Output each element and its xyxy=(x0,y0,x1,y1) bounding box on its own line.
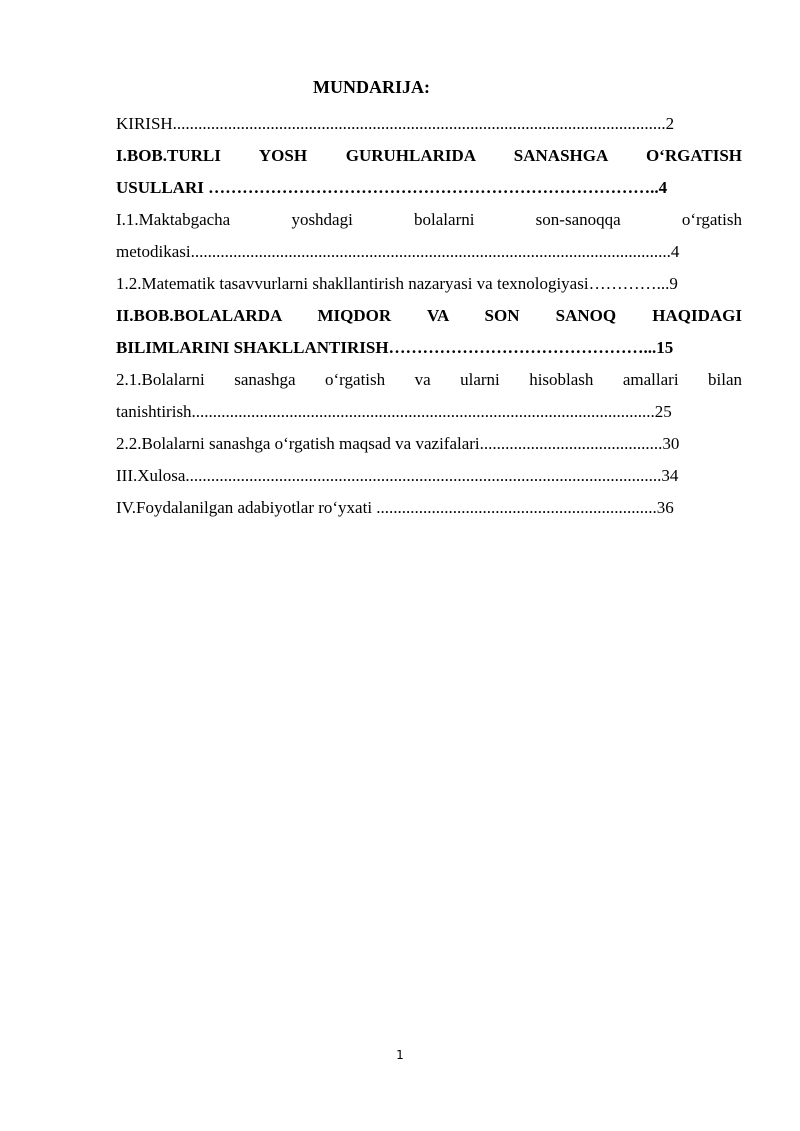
toc-entry-2-1-line1: 2.1.Bolalarni sanashga o‘rgatish va ularni hisoblash amallari bilan xyxy=(116,370,742,389)
toc-entry-xulosa: III.Xulosa................................................................................................................34 xyxy=(116,466,679,485)
page-number: 1 xyxy=(396,1048,404,1062)
toc-entry-1-1-line1: I.1.Maktabgacha yoshdagi bolalarni son-sanoqqa o‘rgatish xyxy=(116,210,742,229)
toc-title: MUNDARIJA: xyxy=(313,77,430,97)
toc-entry-1-2: 1.2.Matematik tasavvurlarni shakllantirish nazaryasi va texnologiyasi…………...9 xyxy=(116,274,678,293)
toc-entry-2-2: 2.2.Bolalarni sanashga o‘rgatish maqsad va vazifalari...........................................30 xyxy=(116,434,680,453)
toc-entry-1-1-line2: metodikasi.................................................................................................................4 xyxy=(116,242,680,261)
toc-entry-bob2-line1: II.BOB.BOLALARDA MIQDOR VA SON SANOQ HAQIDAGI xyxy=(116,306,742,325)
toc-entry-adabiyotlar: IV.Foydalanilgan adabiyotlar ro‘yxati ..................................................................36 xyxy=(116,498,674,517)
toc-entry-2-1-line2: tanishtirish.............................................................................................................25 xyxy=(116,402,672,421)
table-of-contents xyxy=(116,108,742,524)
toc-entry-bob1-line2: USULLARI ……………………………………………………………………..4 xyxy=(116,178,668,197)
toc-entry-kirish: KIRISH....................................................................................................................2 xyxy=(116,114,675,133)
toc-entry-bob2-line2: BILIMLARINI SHAKLLANTIRISH………………………………………...15 xyxy=(116,338,674,357)
toc-entry-bob1-line1: I.BOB.TURLI YOSH GURUHLARIDA SANASHGA O‘RGATISH xyxy=(116,146,742,165)
